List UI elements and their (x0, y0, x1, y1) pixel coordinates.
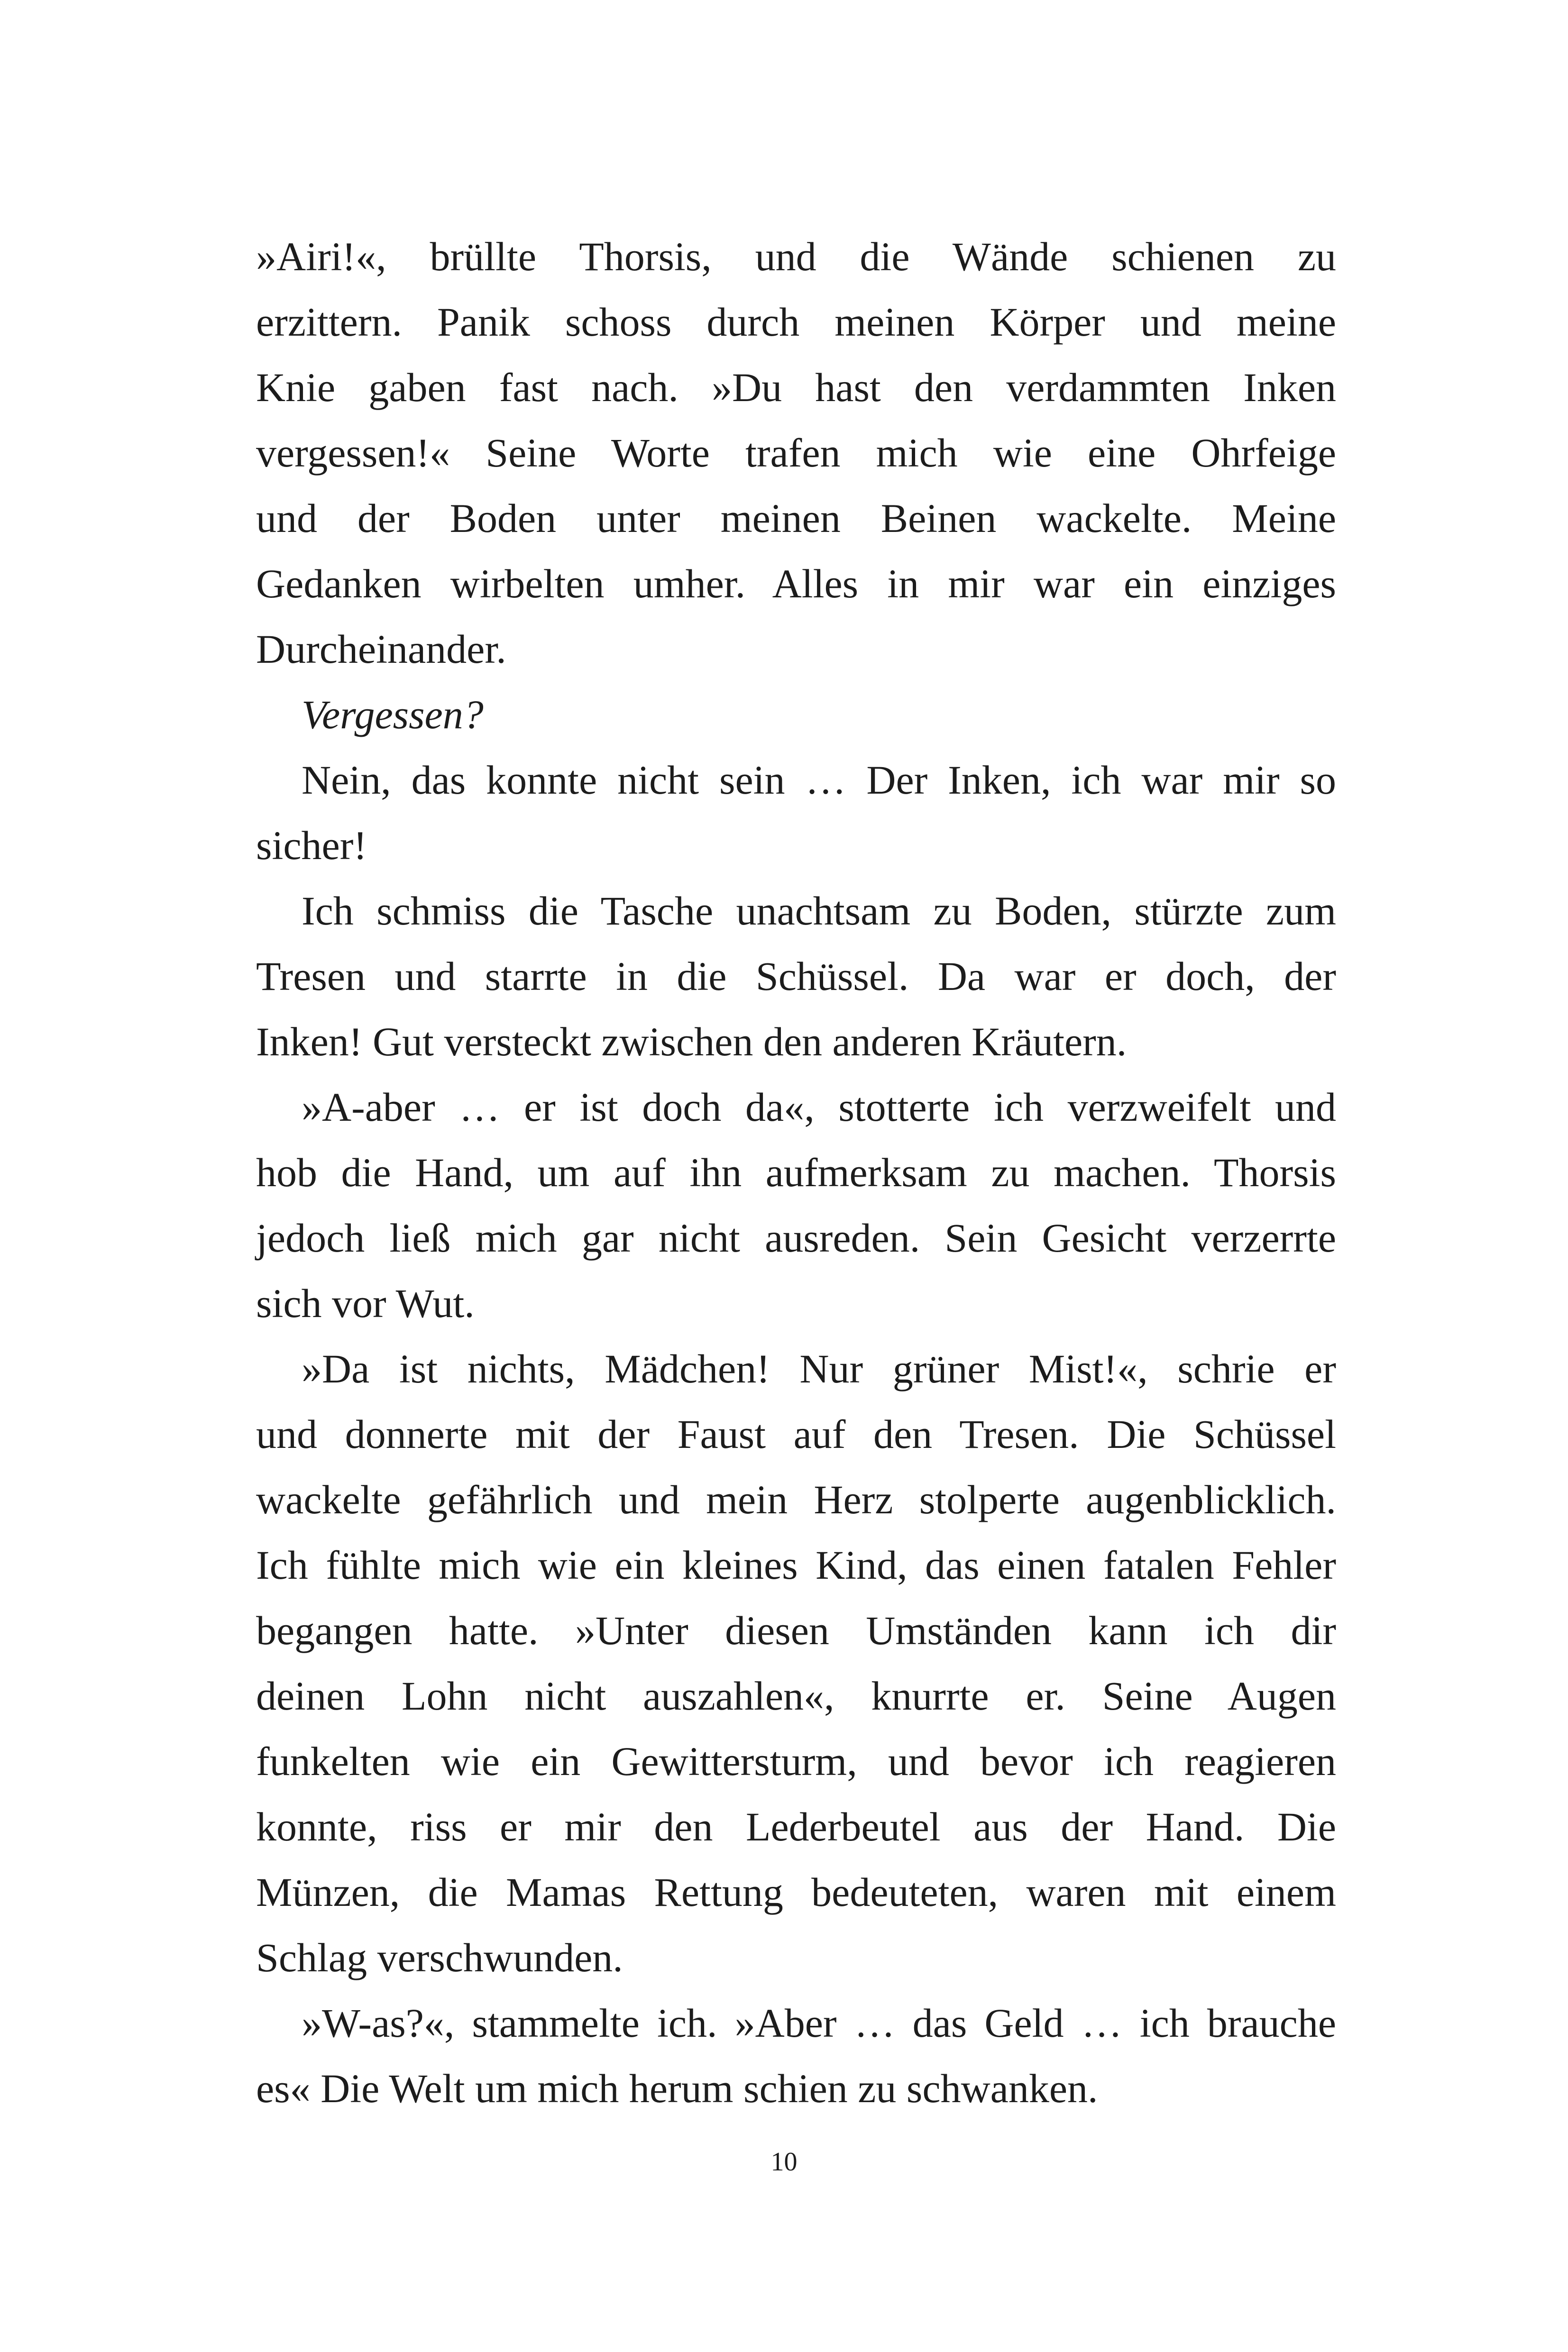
text-line: Durcheinander. (256, 626, 506, 672)
text-line: Schlag verschwunden. (256, 1935, 623, 1980)
text-line: und donnerte mit der Faust auf den Tresen. Die Schüssel (256, 1411, 1336, 1457)
text-line: Knie gaben fast nach. »Du hast den verdammten Inken (256, 365, 1336, 410)
text-line: Inken! Gut versteckt zwischen den anderen Kräutern. (256, 1019, 1127, 1064)
text-line: Ich fühlte mich wie ein kleines Kind, das einen fatalen Fehler (256, 1542, 1336, 1588)
text-line: Gedanken wirbelten umher. Alles in mir war ein einziges (256, 561, 1336, 606)
text-line: Tresen und starrte in die Schüssel. Da war er doch, der (256, 953, 1336, 999)
text-line: und der Boden unter meinen Beinen wackelte. Meine (256, 495, 1336, 541)
text-line: Münzen, die Mamas Rettung bedeuteten, waren mit einem (256, 1869, 1336, 1915)
text-line: wackelte gefährlich und mein Herz stolperte augenblicklich. (256, 1477, 1336, 1522)
text-line: »Da ist nichts, Mädchen! Nur grüner Mist!«, schrie er (302, 1346, 1336, 1391)
body-text (256, 224, 1336, 2121)
text-line: Ich schmiss die Tasche unachtsam zu Boden, stürzte zum (302, 888, 1336, 933)
text-line: es« Die Welt um mich herum schien zu schwanken. (256, 2066, 1098, 2111)
text-line: erzittern. Panik schoss durch meinen Körper und meine (256, 299, 1336, 345)
text-line: »W-as?«, stammelte ich. »Aber … das Geld … ich brauche (302, 2000, 1336, 2046)
text-line: konnte, riss er mir den Lederbeutel aus der Hand. Die (256, 1804, 1336, 1849)
text-line: jedoch ließ mich gar nicht ausreden. Sein Gesicht verzerrte (256, 1215, 1336, 1261)
text-line: hob die Hand, um auf ihn aufmerksam zu machen. Thorsis (256, 1150, 1336, 1195)
page-number: 10 (770, 2147, 798, 2177)
text-line: vergessen!« Seine Worte trafen mich wie eine Ohrfeige (256, 430, 1336, 476)
text-line: »Airi!«, brüllte Thorsis, und die Wände schienen zu (256, 234, 1336, 279)
text-line: »A-aber … er ist doch da«, stotterte ich verzweifelt und (302, 1084, 1336, 1130)
text-line: funkelten wie ein Gewittersturm, und bevor ich reagieren (256, 1739, 1336, 1784)
text-line: sicher! (256, 823, 367, 868)
text-line: Vergessen? (302, 692, 484, 737)
text-line: begangen hatte. »Unter diesen Umständen kann ich dir (256, 1608, 1336, 1653)
text-line: deinen Lohn nicht auszahlen«, knurrte er. Seine Augen (256, 1673, 1336, 1719)
text-line: sich vor Wut. (256, 1281, 475, 1326)
text-line: Nein, das konnte nicht sein … Der Inken, ich war mir so (302, 757, 1336, 803)
